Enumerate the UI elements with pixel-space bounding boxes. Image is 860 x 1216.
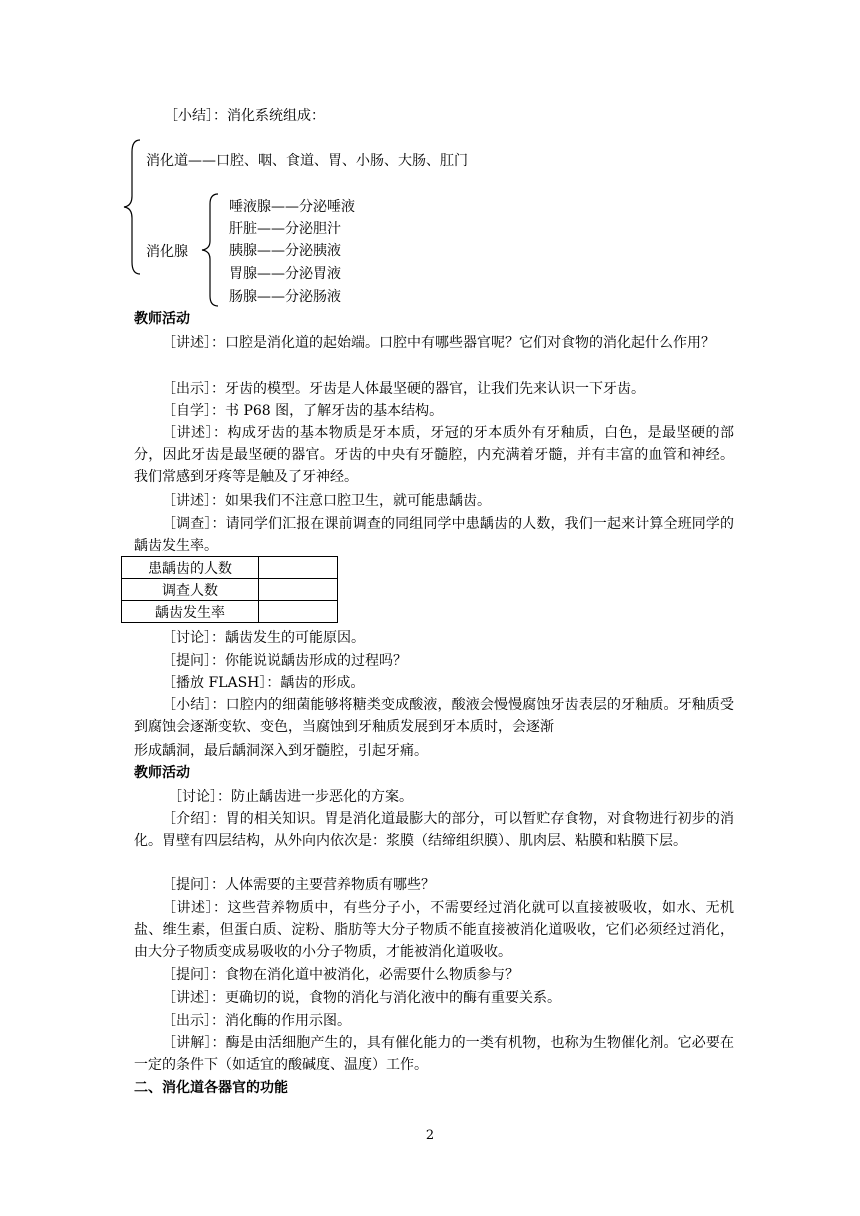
table-value-cell[interactable] (259, 601, 338, 623)
paragraph-summary-caries-cont: 形成龋洞，最后龋洞深入到牙髓腔，引起牙痛。 (134, 743, 428, 759)
table-row (122, 579, 338, 601)
gland-item: 胰腺——分泌胰液 (229, 243, 341, 259)
gland-item: 唾液腺——分泌唾液 (229, 199, 355, 215)
paragraph-discuss-causes: ［讨论］：龋齿发生的可能原因。 (162, 630, 365, 646)
paragraph-ask-process: ［提问］：你能说说龋齿形成的过程吗？ (162, 653, 407, 669)
gland-item: 胃腺——分泌胃液 (229, 266, 341, 282)
paragraph-tell-teeth-structure: ［讲述］：构成牙齿的基本物质是牙本质，牙冠的牙本质外有牙釉质，白色，是最坚硬的部分，因此牙齿是最坚硬的器官。牙齿的中央有牙髓腔，内充满着牙髓，并有丰富的血管和神经。我们常感到牙疼等是触及了牙神经。 (134, 425, 734, 485)
digestive-gland-label: 消化腺 (146, 244, 188, 260)
paragraph-show-teeth: ［出示］：牙齿的模型。牙齿是人体最坚硬的器官，让我们先来认识一下牙齿。 (162, 381, 645, 397)
paragraph-tell-enzymes: ［讲述］：更确切的说，食物的消化与消化液中的酶有重要关系。 (162, 990, 561, 1006)
paragraph-explain-enzyme: ［讲解］：酶是由活细胞产生的，具有催化能力的一类有机物，也称为生物催化剂。它必要在一定的条件下（如适宜的酸碱度、温度）工作。 (134, 1035, 734, 1073)
paragraph-tell-mouth: ［讲述］：口腔是消化道的起始端。口腔中有哪些器官呢？它们对食物的消化起什么作用？ (162, 335, 715, 351)
paragraph-ask-substance: ［提问］：食物在消化道中被消化，必需要什么物质参与？ (162, 967, 519, 983)
outer-brace (122, 138, 142, 276)
digestive-tract-line: 消化道——口腔、咽、食道、胃、小肠、大肠、肛门 (146, 153, 468, 169)
gland-item: 肠腺——分泌肠液 (229, 289, 341, 305)
table-value-cell[interactable] (259, 557, 338, 579)
summary-heading: ［小结］：消化系统组成： (164, 108, 325, 124)
paragraph-play-flash: ［播放 FLASH］：龋齿的形成。 (162, 675, 365, 691)
paragraph-tell-caries: ［讲述］：如果我们不注意口腔卫生，就可能患龋齿。 (162, 493, 491, 509)
table-row (122, 557, 338, 579)
paragraph-intro-stomach: ［介绍］：胃的相关知识。胃是消化道最膨大的部分，可以暂贮存食物，对食物进行初步的消化。胃壁有四层结构，从外向内依次是：浆膜（结缔组织膜）、肌肉层、粘膜和粘膜下层。 (134, 811, 734, 849)
paragraph-discuss-prevention: ［讨论］：防止龋齿进一步恶化的方案。 (168, 789, 413, 805)
paragraph-survey: ［调查］：请同学们汇报在课前调查的同组同学中患龋齿的人数，我们一起来计算全班同学的龋齿发生率。 (134, 516, 734, 554)
gland-item: 肝脏——分泌胆汁 (229, 221, 341, 237)
table-row (122, 601, 338, 623)
paragraph-show-enzyme-diagram: ［出示］：消化酶的作用示图。 (162, 1013, 351, 1029)
paragraph-tell-nutrients: ［讲述］：这些营养物质中，有些分子小，不需要经过消化就可以直接被吸收，如水、无机盐、维生素，但蛋白质、淀粉、脂肪等大分子物质不能直接被消化道吸收，它们必须经过消化，由大分子物质变成易吸收的小分子物质，才能被消化道吸收。 (134, 900, 734, 960)
table-value-cell[interactable] (259, 579, 338, 601)
caries-survey-table (121, 556, 338, 623)
table-label-cell: 调查人数 (122, 579, 259, 601)
paragraph-ask-nutrients: ［提问］：人体需要的主要营养物质有哪些？ (162, 877, 435, 893)
section-heading: 二、消化道各器官的功能 (134, 1080, 288, 1096)
page-number: 2 (425, 1128, 435, 1143)
paragraph-summary-caries: ［小结］：口腔内的细菌能够将糖类变成酸液，酸液会慢慢腐蚀牙齿表层的牙釉质。牙釉质受到腐蚀会逐渐变软、变色，当腐蚀到牙釉质发展到牙本质时，会逐渐 (134, 697, 734, 735)
paragraph-self-study: ［自学］：书 P68 图，了解牙齿的基本结构。 (162, 403, 444, 419)
inner-brace (200, 192, 220, 308)
table-label-cell: 患龋齿的人数 (122, 557, 259, 579)
teacher-activity-heading: 教师活动 (134, 765, 190, 781)
teacher-activity-heading: 教师活动 (134, 311, 190, 327)
table-label-cell: 龋齿发生率 (122, 601, 259, 623)
